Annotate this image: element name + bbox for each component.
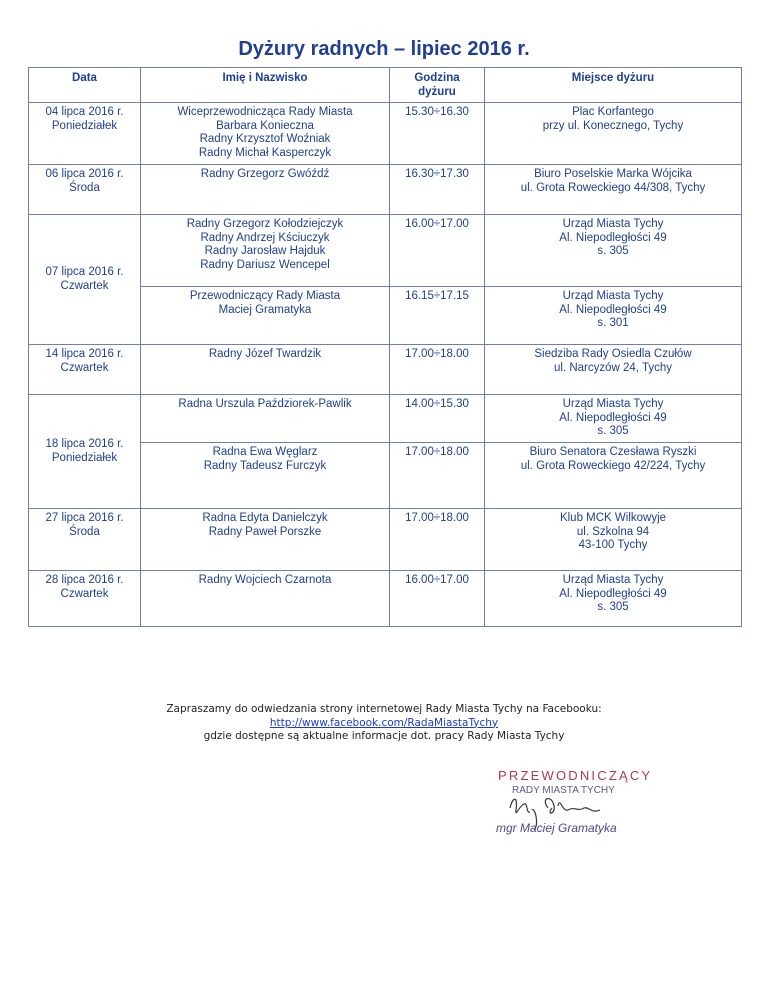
time-cell: 15.30÷16.30 — [390, 103, 485, 165]
place-cell-line: Al. Niepodległości 49 — [559, 303, 667, 316]
place-cell-line: ul. Grota Roweckiego 44/308, Tychy — [520, 181, 706, 194]
names-cell-line: Radny Michał Kasperczyk — [198, 146, 332, 159]
time-cell: 16.15÷17.15 — [390, 287, 485, 345]
signature-stamp — [488, 766, 658, 846]
place-cell-line: 43-100 Tychy — [578, 539, 648, 551]
date-line: 27 lipca 2016 r. — [45, 512, 124, 524]
date-line: 07 lipca 2016 r. — [45, 266, 124, 278]
date-line: Czwartek — [60, 279, 109, 292]
facebook-link[interactable]: http://www.facebook.com/RadaMiastaTychy — [269, 716, 499, 729]
page-title: Dyżury radnych – lipiec 2016 r. — [238, 38, 530, 60]
place-cell — [485, 509, 742, 571]
table-row — [29, 345, 742, 395]
names-cell-line: Radny Grzegorz Gwóźdź — [200, 168, 330, 180]
table-header-row — [29, 68, 742, 103]
place-cell-line: ul. Grota Roweckiego 42/224, Tychy — [520, 459, 706, 472]
place-cell — [485, 345, 742, 395]
place-cell-line: Klub MCK Wilkowyje — [559, 512, 667, 524]
place-cell-line: Al. Niepodległości 49 — [559, 587, 667, 600]
table-row — [29, 571, 742, 627]
table-row — [29, 103, 742, 165]
date-line: 18 lipca 2016 r. — [45, 438, 124, 450]
header-date: Data — [29, 68, 141, 103]
place-cell-line: s. 305 — [597, 245, 629, 257]
place-cell — [485, 287, 742, 345]
time-cell: 17.00÷18.00 — [390, 443, 485, 509]
footer-info-text: gdzie dostępne są aktualne informacje dot. pracy Rady Miasta Tychy — [203, 730, 565, 742]
date-line: 14 lipca 2016 r. — [45, 348, 124, 360]
place-cell-line: Plac Korfantego — [572, 106, 654, 118]
footer-invite-text: Zapraszamy do odwiedzania strony internetowej Rady Miasta Tychy na Facebooku: — [166, 703, 602, 715]
names-cell — [141, 215, 390, 287]
table-row — [29, 395, 742, 443]
date-line: Poniedziałek — [51, 119, 118, 132]
names-cell — [141, 287, 390, 345]
names-cell-line: Przewodniczący Rady Miasta — [189, 290, 341, 302]
date-cell — [29, 215, 141, 345]
place-cell-line: Urząd Miasta Tychy — [562, 218, 664, 230]
stamp-title: PRZEWODNICZĄCY — [498, 768, 653, 783]
place-cell-line: Urząd Miasta Tychy — [562, 290, 664, 302]
date-line: Poniedziałek — [51, 451, 118, 464]
names-cell-line: Radny Józef Twardzik — [208, 348, 322, 360]
date-line: Środa — [69, 525, 100, 538]
time-cell: 16.00÷17.00 — [390, 215, 485, 287]
place-cell-line: s. 305 — [597, 425, 629, 437]
header-place: Miejsce dyżuru — [485, 68, 742, 103]
names-cell-line: Radna Urszula Paździorek-Pawlik — [178, 398, 352, 410]
table-row — [29, 509, 742, 571]
place-cell — [485, 103, 742, 165]
place-cell-line: Urząd Miasta Tychy — [562, 398, 664, 410]
time-cell: 16.00÷17.00 — [390, 571, 485, 627]
place-cell-line: Urząd Miasta Tychy — [562, 574, 664, 586]
date-cell — [29, 345, 141, 395]
names-cell-line: Radna Edyta Danielczyk — [202, 512, 328, 524]
date-line: Czwartek — [60, 587, 109, 600]
date-cell — [29, 165, 141, 215]
names-cell-line: Radny Dariusz Wencepel — [200, 258, 330, 271]
place-cell-line: s. 305 — [597, 601, 629, 613]
time-cell: 17.00÷18.00 — [390, 509, 485, 571]
time-cell: 16.30÷17.30 — [390, 165, 485, 215]
date-cell — [29, 103, 141, 165]
names-cell-line: Radny Grzegorz Kołodziejczyk — [186, 218, 344, 230]
names-cell-line: Radna Ewa Węglarz — [212, 446, 318, 458]
date-cell — [29, 571, 141, 627]
place-cell-line: ul. Narcyzów 24, Tychy — [553, 361, 673, 374]
footer — [0, 703, 768, 744]
names-cell-line: Barbara Konieczna — [216, 119, 314, 132]
header-name: Imię i Nazwisko — [141, 68, 390, 103]
header-time: Godzina dyżuru — [390, 68, 485, 103]
place-cell-line: przy ul. Konecznego, Tychy — [542, 119, 684, 132]
place-cell-line: Biuro Senatora Czesława Ryszki — [529, 446, 697, 458]
names-cell — [141, 443, 390, 509]
table-row — [29, 215, 742, 287]
place-cell-line: Siedziba Rady Osiedla Czułów — [534, 348, 692, 360]
names-cell — [141, 571, 390, 627]
names-cell — [141, 103, 390, 165]
place-cell-line: ul. Szkolna 94 — [576, 525, 650, 538]
stamp-subtitle: RADY MIASTA TYCHY — [512, 785, 615, 796]
place-cell — [485, 395, 742, 443]
place-cell-line: s. 301 — [597, 317, 629, 329]
names-cell-line: Radny Krzysztof Woźniak — [199, 133, 331, 145]
time-cell: 14.00÷15.30 — [390, 395, 485, 443]
names-cell-line: Wiceprzewodnicząca Rady Miasta — [177, 106, 353, 118]
place-cell — [485, 571, 742, 627]
table-row — [29, 165, 742, 215]
names-cell-line: Radny Jarosław Hajduk — [204, 245, 326, 257]
date-line: 28 lipca 2016 r. — [45, 574, 124, 586]
names-cell — [141, 345, 390, 395]
duty-table — [28, 67, 742, 627]
place-cell — [485, 165, 742, 215]
date-cell — [29, 509, 141, 571]
place-cell-line: Al. Niepodległości 49 — [559, 411, 667, 424]
place-cell-line: Al. Niepodległości 49 — [559, 231, 667, 244]
names-cell-line: Radny Wojciech Czarnota — [198, 574, 332, 586]
place-cell — [485, 443, 742, 509]
time-cell: 17.00÷18.00 — [390, 345, 485, 395]
table-body — [29, 103, 742, 627]
date-line: Czwartek — [60, 361, 109, 374]
names-cell-line: Maciej Gramatyka — [218, 303, 312, 316]
names-cell-line: Radny Tadeusz Furczyk — [203, 459, 327, 472]
date-line: 04 lipca 2016 r. — [45, 106, 124, 118]
date-line: 06 lipca 2016 r. — [45, 168, 124, 180]
names-cell — [141, 395, 390, 443]
date-line: Środa — [69, 181, 100, 194]
stamp-name: mgr Maciej Gramatyka — [496, 821, 617, 835]
place-cell — [485, 215, 742, 287]
names-cell-line: Radny Paweł Porszke — [208, 525, 322, 538]
place-cell-line: Biuro Poselskie Marka Wójcika — [534, 168, 692, 180]
names-cell — [141, 509, 390, 571]
names-cell — [141, 165, 390, 215]
date-cell — [29, 395, 141, 509]
names-cell-line: Radny Andrzej Kściuczyk — [200, 231, 330, 244]
